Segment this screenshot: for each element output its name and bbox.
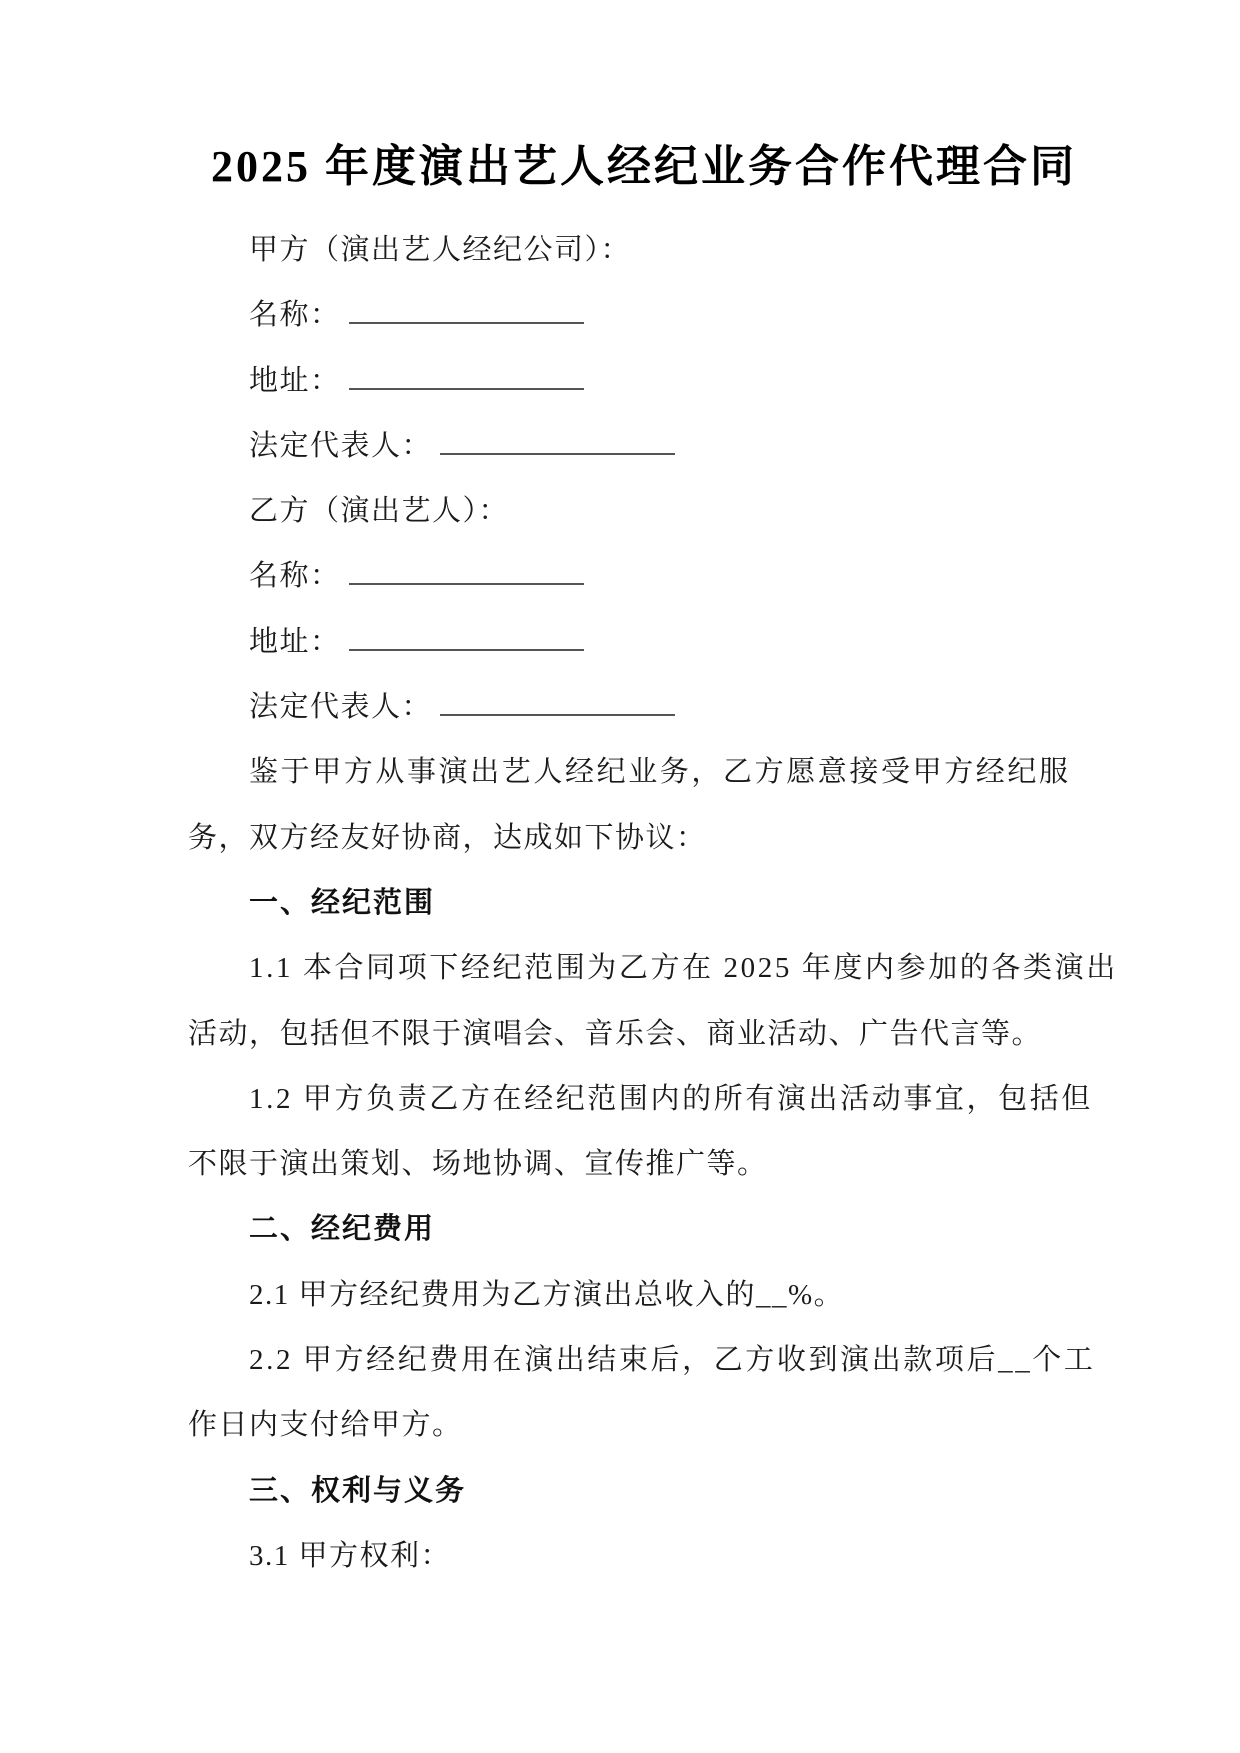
field-label: 法定代表人： — [249, 691, 433, 724]
clause-line: 2.1 甲方经纪费用为乙方演出总收入的__%。 — [249, 1278, 845, 1311]
field-label: 名称： — [249, 560, 341, 593]
field-label: 地址： — [249, 625, 341, 658]
clause-line: 不限于演出策划、场地协调、宣传推广等。 — [188, 1148, 768, 1181]
field-label: 地址： — [249, 364, 341, 397]
document-title: 2025 年度演出艺人经纪业务合作代理合同 — [211, 142, 1077, 191]
blank-underline — [349, 619, 584, 651]
party-b-address-field — [188, 610, 1100, 675]
party-b-name-field — [188, 544, 1100, 609]
field-label: 法定代表人： — [249, 429, 433, 462]
clause-line: 2.2 甲方经纪费用在演出结束后，乙方收到演出款项后__个工 — [249, 1344, 1096, 1377]
blank-underline — [349, 292, 584, 324]
clause-line: 活动，包括但不限于演唱会、音乐会、商业活动、广告代言等。 — [188, 1017, 1043, 1050]
blank-underline — [440, 423, 675, 455]
clause-line: 作日内支付给甲方。 — [188, 1409, 463, 1442]
party-a-representative-field — [188, 414, 1100, 479]
preamble-line: 务，双方经友好协商，达成如下协议： — [188, 821, 707, 854]
clause-line: 1.1 本合同项下经纪范围为乙方在 2025 年度内参加的各类演出 — [249, 952, 1118, 985]
preamble-line: 鉴于甲方从事演出艺人经纪业务，乙方愿意接受甲方经纪服 — [249, 756, 1071, 789]
party-a-name-field — [188, 283, 1100, 348]
party-b-heading: 乙方（演出艺人）： — [249, 495, 510, 528]
section-heading-scope: 一、经纪范围 — [249, 886, 436, 919]
party-a-heading: 甲方（演出艺人经纪公司）： — [249, 234, 632, 266]
blank-underline — [440, 684, 675, 716]
field-label: 名称： — [249, 299, 341, 332]
clause-line: 1.2 甲方负责乙方在经纪范围内的所有演出活动事宜，包括但 — [249, 1082, 1093, 1115]
section-heading-rights: 三、权利与义务 — [249, 1474, 467, 1507]
blank-underline — [349, 358, 584, 390]
blank-underline — [349, 553, 584, 585]
section-heading-fees: 二、经纪费用 — [249, 1213, 436, 1246]
clause-line: 3.1 甲方权利： — [249, 1539, 452, 1572]
party-b-representative-field — [188, 675, 1100, 740]
party-a-address-field — [188, 349, 1100, 414]
